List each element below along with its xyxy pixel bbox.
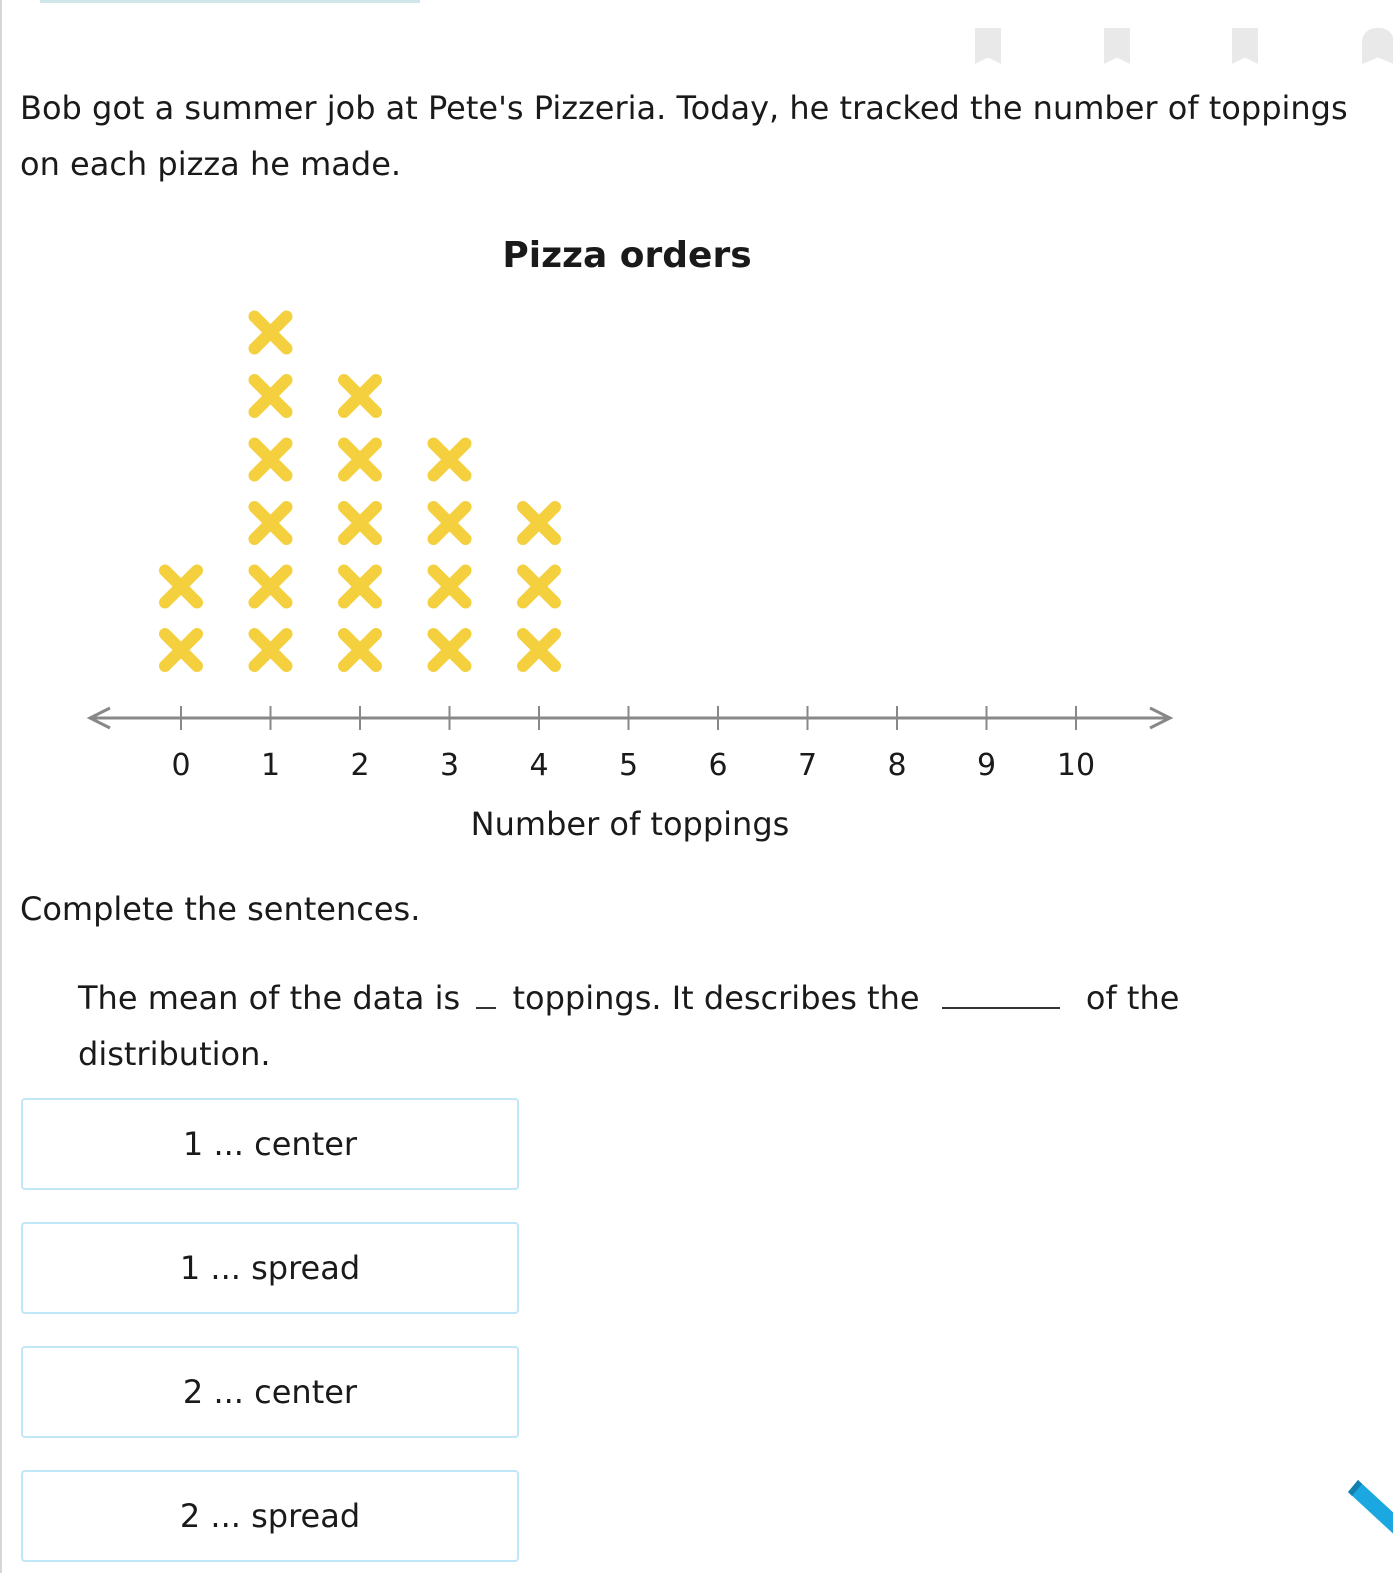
tick-label: 6 <box>708 748 728 783</box>
choice-button[interactable] <box>21 1346 519 1438</box>
bookmark-tab-icon[interactable] <box>975 28 1001 64</box>
tick-label: 3 <box>439 748 460 783</box>
x-marker <box>523 571 555 603</box>
choice-button[interactable] <box>21 1470 519 1562</box>
x-marker <box>344 634 376 666</box>
choice-button[interactable] <box>21 1222 519 1314</box>
x-axis-label: Number of toppings <box>470 805 790 843</box>
pencil-icon[interactable] <box>1340 1480 1393 1540</box>
top-divider <box>40 0 420 3</box>
x-marker <box>434 634 466 666</box>
blank-description <box>942 985 1060 1009</box>
choice-label: 1 ... spread <box>179 1249 361 1287</box>
sentence-text-1: The mean of the data is <box>78 979 461 1017</box>
x-marker <box>434 571 466 603</box>
choice-label: 1 ... center <box>182 1125 358 1163</box>
tick-label: 9 <box>976 748 997 783</box>
tick-label: 7 <box>797 748 818 783</box>
toolbar-tabs <box>970 22 1393 72</box>
x-marker <box>165 571 197 603</box>
x-marker <box>344 571 376 603</box>
data-marks <box>165 317 555 667</box>
x-marker <box>255 571 287 603</box>
sentence-text-2: toppings. It describes the <box>512 979 920 1017</box>
instructions: Complete the sentences. <box>20 890 421 928</box>
x-marker <box>344 380 376 412</box>
tick-label: 10 <box>1056 748 1096 783</box>
x-marker <box>523 634 555 666</box>
x-marker <box>344 507 376 539</box>
sentence-text-3: of the distribution. <box>78 979 1180 1073</box>
x-marker <box>255 317 287 349</box>
x-marker <box>434 507 466 539</box>
tick-label: 8 <box>887 748 907 783</box>
bookmark-tab-icon[interactable] <box>1362 28 1393 64</box>
blank-mean <box>476 985 496 1009</box>
x-marker <box>255 444 287 476</box>
x-marker <box>523 507 555 539</box>
dot-plot-chart <box>0 215 1300 855</box>
question-intro: Bob got a summer job at Pete's Pizzeria. Today, he tracked the number of toppings on each pizza he made. <box>20 89 1348 183</box>
bookmark-tab-icon[interactable] <box>1104 28 1130 64</box>
tick-label: 5 <box>618 748 639 783</box>
choice-button[interactable] <box>21 1098 519 1190</box>
tick-label: 4 <box>529 748 549 783</box>
number-line <box>90 706 1170 783</box>
fill-in-sentence <box>78 970 1308 1082</box>
choice-label: 2 ... center <box>182 1373 358 1411</box>
x-marker <box>255 380 287 412</box>
tick-label: 1 <box>260 748 281 783</box>
choice-label: 2 ... spread <box>179 1497 361 1535</box>
chart-title: Pizza orders <box>502 235 752 276</box>
tick-label: 0 <box>171 748 191 783</box>
x-marker <box>434 444 466 476</box>
x-marker <box>344 444 376 476</box>
x-marker <box>255 634 287 666</box>
bookmark-tab-icon[interactable] <box>1232 28 1258 64</box>
x-marker <box>255 507 287 539</box>
tick-label: 2 <box>350 748 370 783</box>
x-marker <box>165 634 197 666</box>
